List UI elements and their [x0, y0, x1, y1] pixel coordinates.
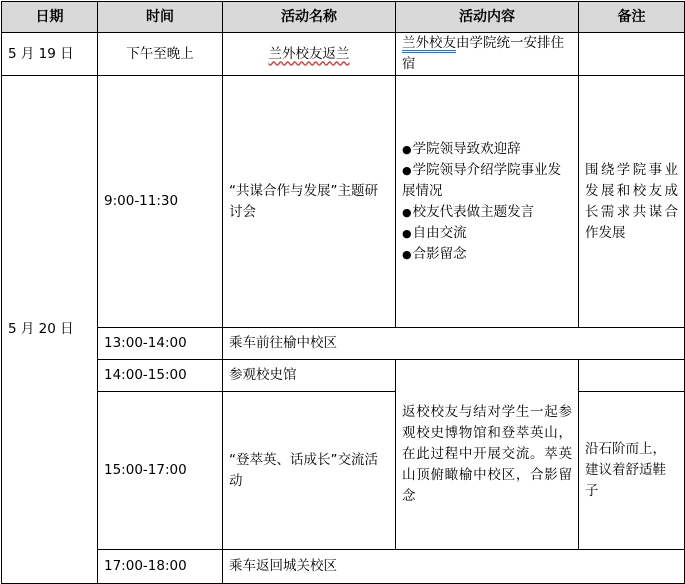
- remarks-cell: [579, 33, 685, 76]
- remarks-cell: [579, 360, 685, 392]
- activity-content-cell: 返校校友与结对学生一起参观校史博物馆和登萃英山，在此过程中开展交流。萃英山顶俯瞰榆中校区，合影留念: [396, 360, 579, 550]
- header-activity-name: 活动名称: [223, 2, 396, 33]
- list-item: ● 自由交流: [402, 223, 572, 244]
- activity-name-text: 兰外校友返兰: [268, 45, 350, 62]
- activity-content-cell: [396, 33, 579, 76]
- time-cell: 9:00-11:30: [98, 76, 223, 328]
- table-row: [2, 360, 685, 392]
- remarks-cell: 围绕学院事业发展和校友成长需求共谋合作发展: [579, 76, 685, 328]
- activity-name-cell: “共谋合作与发展”主题研讨会: [223, 76, 396, 328]
- list-item: ● 学院领导介绍学院事业发展情况: [402, 160, 572, 202]
- table-row: [2, 33, 685, 76]
- date-cell: 5 月 19 日: [2, 33, 98, 76]
- header-date: 日期: [2, 2, 98, 33]
- date-cell: 5 月 20 日: [2, 76, 98, 584]
- remarks-cell: 沿石阶而上，建议着舒适鞋子: [579, 392, 685, 550]
- time-cell: 13:00-14:00: [98, 328, 223, 360]
- table-row: [2, 392, 685, 550]
- table-row: [2, 328, 685, 360]
- header-remarks: 备注: [579, 2, 685, 33]
- time-cell: 15:00-17:00: [98, 392, 223, 550]
- time-cell: 17:00-18:00: [98, 550, 223, 584]
- time-cell: 14:00-15:00: [98, 360, 223, 392]
- time-cell: 下午至晚上: [98, 33, 223, 76]
- list-item: ● 校友代表做主题发言: [402, 202, 572, 223]
- activity-name-cell: 乘车前往榆中校区: [223, 328, 685, 360]
- content-prefix: 兰外校友: [402, 35, 456, 51]
- activity-name-cell: 参观校史馆: [223, 360, 396, 392]
- header-row: [2, 2, 685, 33]
- schedule-table: [1, 1, 685, 584]
- table-row: [2, 76, 685, 328]
- header-activity-content: 活动内容: [396, 2, 579, 33]
- list-item: ● 合影留念: [402, 244, 572, 265]
- table-row: [2, 550, 685, 584]
- activity-content-cell: [396, 76, 579, 328]
- list-item: ● 学院领导致欢迎辞: [402, 139, 572, 160]
- content-suffix: 由学院统一安排住宿: [402, 35, 564, 72]
- header-time: 时间: [98, 2, 223, 33]
- activity-name-cell: “登萃英、话成长”交流活动: [223, 392, 396, 550]
- activity-name-cell: 乘车返回城关校区: [223, 550, 685, 584]
- activity-name-cell: [223, 33, 396, 76]
